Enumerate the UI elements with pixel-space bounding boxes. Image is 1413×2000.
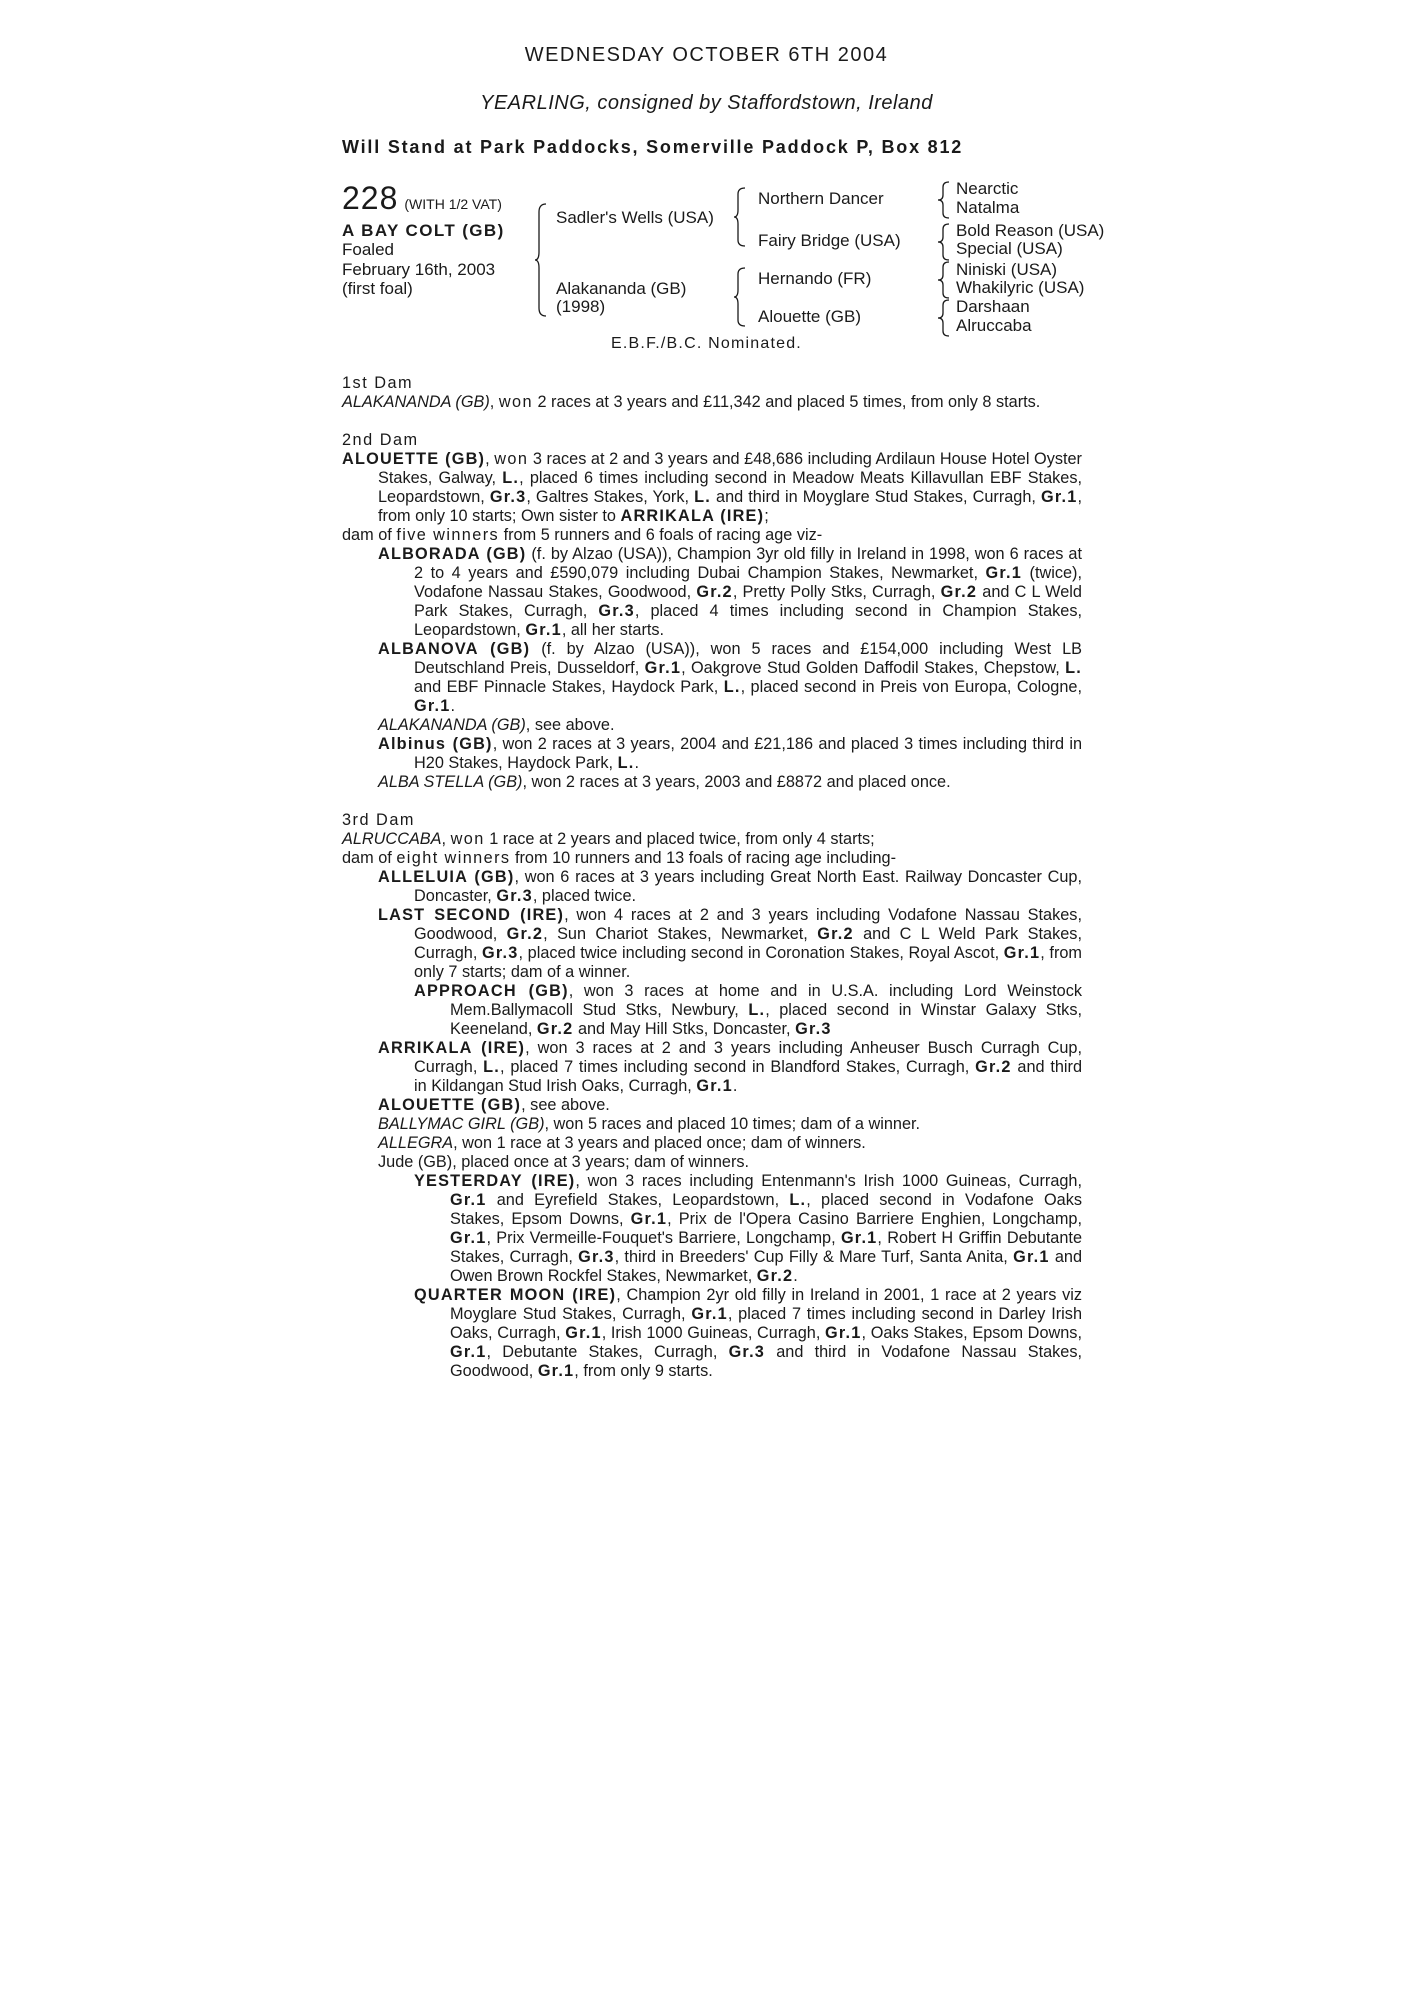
dam-sire: Hernando (FR) xyxy=(758,269,872,288)
third-dam-heading: 3rd Dam xyxy=(342,811,415,829)
brace-sire-parents xyxy=(733,186,747,248)
foaled-date: February 16th, 2003 xyxy=(342,260,496,279)
sire-sire: Northern Dancer xyxy=(758,189,884,208)
brace-dam-parents xyxy=(733,266,747,328)
first-dam-heading: 1st Dam xyxy=(342,374,414,392)
first-dam-entry: ALAKANANDA (GB), won 2 races at 3 years and £11,342 and placed 5 times, from only 8 starts. xyxy=(342,393,1041,411)
sire-dam: Fairy Bridge (USA) xyxy=(758,231,901,250)
brace-ggp-4 xyxy=(937,298,951,338)
foal-note: (first foal) xyxy=(342,279,413,298)
second-dam-entry: ALOUETTE (GB), won 3 races at 2 and 3 years and £48,686 including Ardilaun House Hotel Oyster Stakes, Galway, L., placed 6 times including second in Meadow Meats Killavullan EBF Stakes, Leopardstown, Gr.3, Galtres Stakes, York, L. and third in Moyglare Stud Stakes, Curragh, Gr.1, from only 10 starts; Own sister to ARRIKALA (IRE); xyxy=(342,450,1083,525)
produce-approach: APPROACH (GB), won 3 races at home and in U.S.A. including Lord Weinstock Mem.Ballymacoll Stud Stks, Newbury, L., placed second in Winstar Galaxy Stks, Keeneland, Gr.2 and May Hill Stks, Doncaster, Gr.3 xyxy=(414,982,1083,1038)
ggp-darshaan: Darshaan xyxy=(956,297,1030,316)
produce-alouette: ALOUETTE (GB), see above. xyxy=(378,1096,610,1114)
first-dam-name: ALAKANANDA (GB) xyxy=(342,393,490,411)
second-dam-heading: 2nd Dam xyxy=(342,431,419,449)
lot-vat: (WITH 1/2 VAT) xyxy=(404,196,502,212)
sire: Sadler's Wells (USA) xyxy=(556,208,714,227)
consignment-line: YEARLING, consigned by Staffordstown, Ireland xyxy=(480,92,933,114)
dam-details xyxy=(342,374,1082,1381)
dam-dam: Alouette (GB) xyxy=(758,307,861,326)
ggp-alruccaba: Alruccaba xyxy=(956,316,1032,335)
dam: Alakananda (GB) xyxy=(556,279,687,298)
stand-location: Will Stand at Park Paddocks, Somerville Paddock P, Box 812 xyxy=(342,137,964,157)
sale-date: WEDNESDAY OCTOBER 6TH 2004 xyxy=(524,44,889,66)
brace-ggp-2 xyxy=(937,222,951,262)
produce-arrikala: ARRIKALA (IRE), won 3 races at 2 and 3 years including Anheuser Busch Curragh Cup, Curragh, L., placed 7 times including second in Blandford Stakes, Curragh, Gr.2 and third in Kildangan Stud Irish Oaks, Curragh, Gr.1. xyxy=(378,1039,1083,1095)
lot-number: 228 xyxy=(342,180,399,216)
ggp-niniski: Niniski (USA) xyxy=(956,260,1058,279)
produce-alleluia: ALLELUIA (GB), won 6 races at 3 years including Great North East. Railway Doncaster Cup, Doncaster, Gr.3, placed twice. xyxy=(378,868,1082,905)
produce-alba-stella: ALBA STELLA (GB), won 2 races at 3 years, 2003 and £8872 and placed once. xyxy=(378,773,951,791)
produce-jude: Jude (GB), placed once at 3 years; dam of winners. xyxy=(378,1153,750,1171)
brace-ggp-3 xyxy=(937,260,951,300)
brace-sire-dam xyxy=(534,202,548,318)
dam-year: (1998) xyxy=(556,297,606,316)
second-dam-produce-summary: dam of five winners from 5 runners and 6 foals of racing age viz- xyxy=(342,526,823,544)
foaled-label: Foaled xyxy=(342,240,394,259)
produce-albanova: ALBANOVA (GB) (f. by Alzao (USA)), won 5 races and £154,000 including West LB Deutschland Preis, Dusseldorf, Gr.1, Oakgrove Stud Golden Daffodil Stakes, Chepstow, L. and EBF Pinnacle Stakes, Haydock Park, L., placed second in Preis von Europa, Cologne, Gr.1. xyxy=(378,640,1082,715)
produce-albinus: Albinus (GB), won 2 races at 3 years, 2004 and £21,186 and placed 3 times including third in H20 Stakes, Haydock Park, L.. xyxy=(378,735,1082,772)
produce-ballymac-girl: BALLYMAC GIRL (GB), won 5 races and placed 10 times; dam of a winner. xyxy=(378,1115,921,1133)
produce-alakananda: ALAKANANDA (GB), see above. xyxy=(378,716,615,734)
ggp-special: Special (USA) xyxy=(956,239,1063,258)
produce-allegra: ALLEGRA, won 1 race at 3 years and placed once; dam of winners. xyxy=(378,1134,866,1152)
ggp-bold-reason: Bold Reason (USA) xyxy=(956,221,1105,240)
produce-alborada: ALBORADA (GB) (f. by Alzao (USA)), Champion 3yr old filly in Ireland in 1998, won 6 races at 2 to 4 years and £590,079 including Dubai Champion Stakes, Newmarket, Gr.1 (twice), Vodafone Nassau Stakes, Goodwood, Gr.2, Pretty Polly Stks, Curragh, Gr.2 and C L Weld Park Stakes, Curragh, Gr.3, placed 4 times including second in Champion Stakes, Leopardstown, Gr.1, all her starts. xyxy=(378,545,1082,639)
produce-yesterday: YESTERDAY (IRE), won 3 races including Entenmann's Irish 1000 Guineas, Curragh, Gr.1 and Eyrefield Stakes, Leopardstown, L., placed second in Vodafone Oaks Stakes, Epsom Downs, Gr.1, Prix de l'Opera Casino Barriere Enghien, Longchamp, Gr.1, Prix Vermeille-Fouquet's Barriere, Longchamp, Gr.1, Robert H Griffin Debutante Stakes, Curragh, Gr.3, third in Breeders' Cup Filly & Mare Turf, Santa Anita, Gr.1 and Owen Brown Rockfel Stakes, Newmarket, Gr.2. xyxy=(414,1172,1083,1285)
third-dam-name: ALRUCCABA xyxy=(342,830,442,848)
produce-last-second: LAST SECOND (IRE), won 4 races at 2 and 3 years including Vodafone Nassau Stakes, Goodwood, Gr.2, Sun Chariot Stakes, Newmarket, Gr.2 and C L Weld Park Stakes, Curragh, Gr.3, placed twice including second in Coronation Stakes, Royal Ascot, Gr.1, from only 7 starts; dam of a winner. xyxy=(378,906,1082,981)
nomination-line: E.B.F./B.C. Nominated. xyxy=(611,335,802,352)
ggp-natalma: Natalma xyxy=(956,198,1020,217)
lot-number-line xyxy=(342,180,502,217)
produce-quarter-moon: QUARTER MOON (IRE), Champion 2yr old filly in Ireland in 2001, 1 race at 2 years viz Moyglare Stud Stakes, Curragh, Gr.1, placed 7 times including second in Darley Irish Oaks, Curragh, Gr.1, Irish 1000 Guineas, Curragh, Gr.1, Oaks Stakes, Epsom Downs, Gr.1, Debutante Stakes, Curragh, Gr.3 and third in Vodafone Nassau Stakes, Goodwood, Gr.1, from only 9 starts. xyxy=(414,1286,1083,1380)
ggp-nearctic: Nearctic xyxy=(956,179,1019,198)
brace-ggp-1 xyxy=(937,180,951,220)
ggp-whakilyric: Whakilyric (USA) xyxy=(956,278,1085,297)
third-dam-entry: ALRUCCABA, won 1 race at 2 years and placed twice, from only 4 starts; xyxy=(342,830,875,848)
third-dam-produce-summary: dam of eight winners from 10 runners and 13 foals of racing age including- xyxy=(342,849,897,867)
lot-description: A BAY COLT (GB) xyxy=(342,221,505,240)
second-dam-name: ALOUETTE (GB) xyxy=(342,450,486,468)
